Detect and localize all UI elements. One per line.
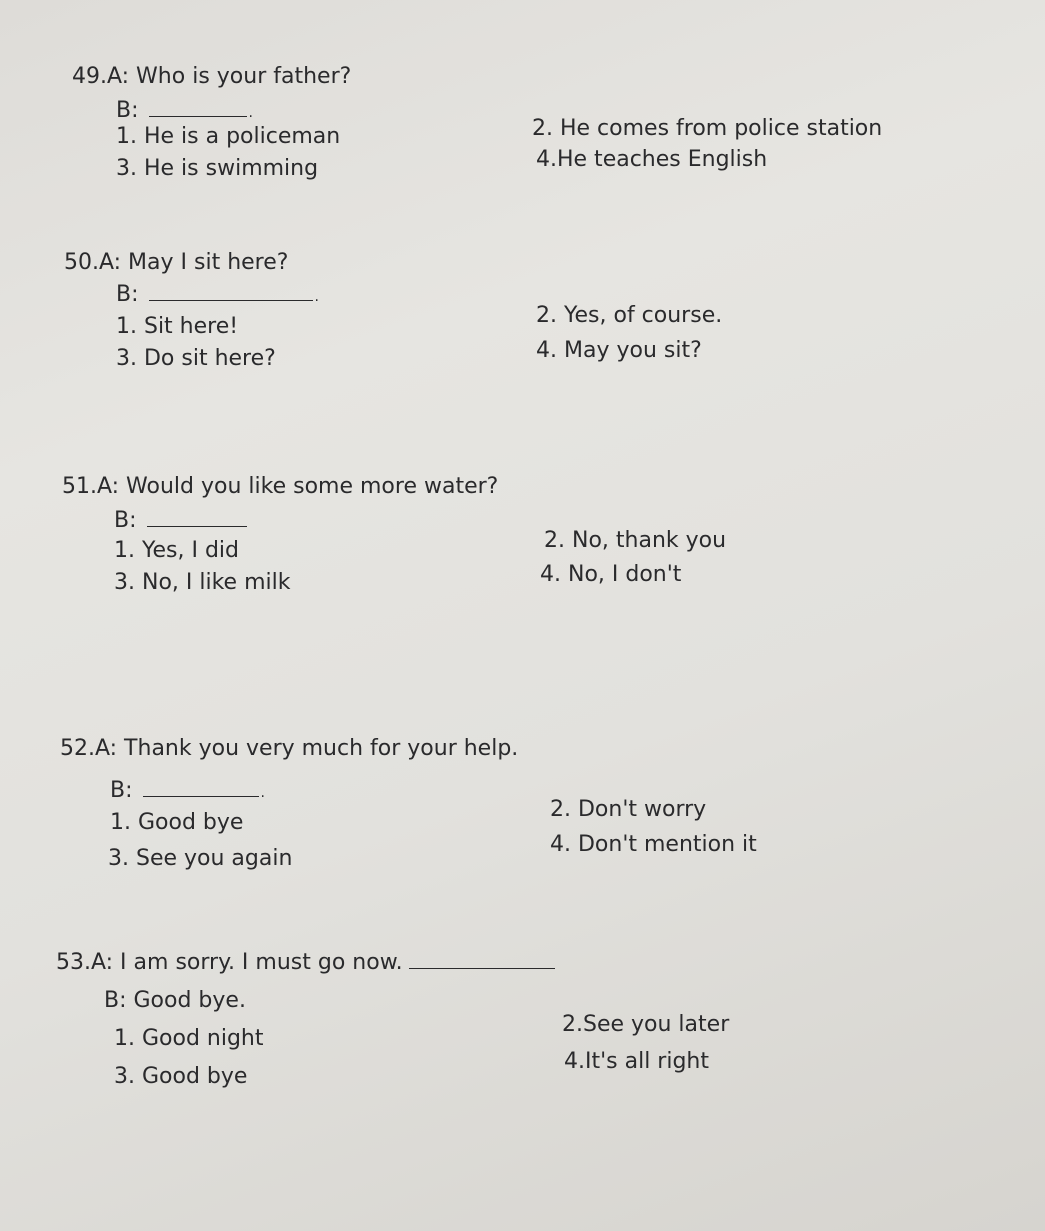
question-prompt: 52.A: Thank you very much for your help. — [60, 736, 519, 761]
answer-dot: . — [248, 105, 253, 121]
question-prompt — [56, 950, 555, 976]
answer-blank — [409, 950, 555, 969]
option-2: 2. No, thank you — [544, 528, 727, 553]
answer-label: B: — [114, 508, 137, 533]
answer-blank — [149, 282, 313, 301]
option-2: 2. Don't worry — [550, 797, 707, 822]
option-2: 2. Yes, of course. — [536, 303, 723, 328]
option-1: 1. Good bye — [110, 810, 244, 835]
option-3: 3. See you again — [108, 846, 293, 871]
option-3: 3. Good bye — [114, 1064, 248, 1089]
answer-blank — [147, 508, 247, 527]
answer-label: B: — [116, 282, 139, 307]
option-3: 3. No, I like milk — [114, 570, 291, 595]
answer-label: B: Good bye. — [104, 988, 246, 1013]
answer-line — [114, 508, 249, 534]
question-prompt-text: 53.A: I am sorry. I must go now. — [56, 950, 403, 975]
answer-line — [104, 988, 246, 1014]
option-4: 4. No, I don't — [540, 562, 682, 587]
option-1: 1. Sit here! — [116, 314, 239, 339]
option-4: 4. Don't mention it — [550, 832, 757, 857]
option-1: 1. Good night — [114, 1026, 264, 1051]
question-prompt: 49.A: Who is your father? — [72, 64, 352, 89]
option-4: 4.It's all right — [564, 1049, 709, 1074]
answer-line — [116, 98, 253, 126]
option-3: 3. He is swimming — [116, 156, 319, 181]
answer-dot: . — [314, 289, 319, 305]
answer-label: B: — [110, 778, 133, 803]
option-1: 1. He is a policeman — [116, 124, 341, 149]
option-3: 3. Do sit here? — [116, 346, 276, 371]
option-1: 1. Yes, I did — [114, 538, 240, 563]
answer-line — [116, 282, 319, 310]
answer-label: B: — [116, 98, 139, 123]
question-prompt: 51.A: Would you like some more water? — [62, 474, 499, 499]
option-4: 4.He teaches English — [536, 147, 768, 172]
option-2: 2. He comes from police station — [532, 116, 883, 141]
question-prompt: 50.A: May I sit here? — [64, 250, 289, 275]
option-4: 4. May you sit? — [536, 338, 702, 363]
answer-dot: . — [260, 785, 265, 801]
answer-blank — [149, 98, 247, 117]
answer-line — [110, 778, 265, 806]
option-2: 2.See you later — [562, 1012, 730, 1037]
answer-blank — [143, 778, 259, 797]
